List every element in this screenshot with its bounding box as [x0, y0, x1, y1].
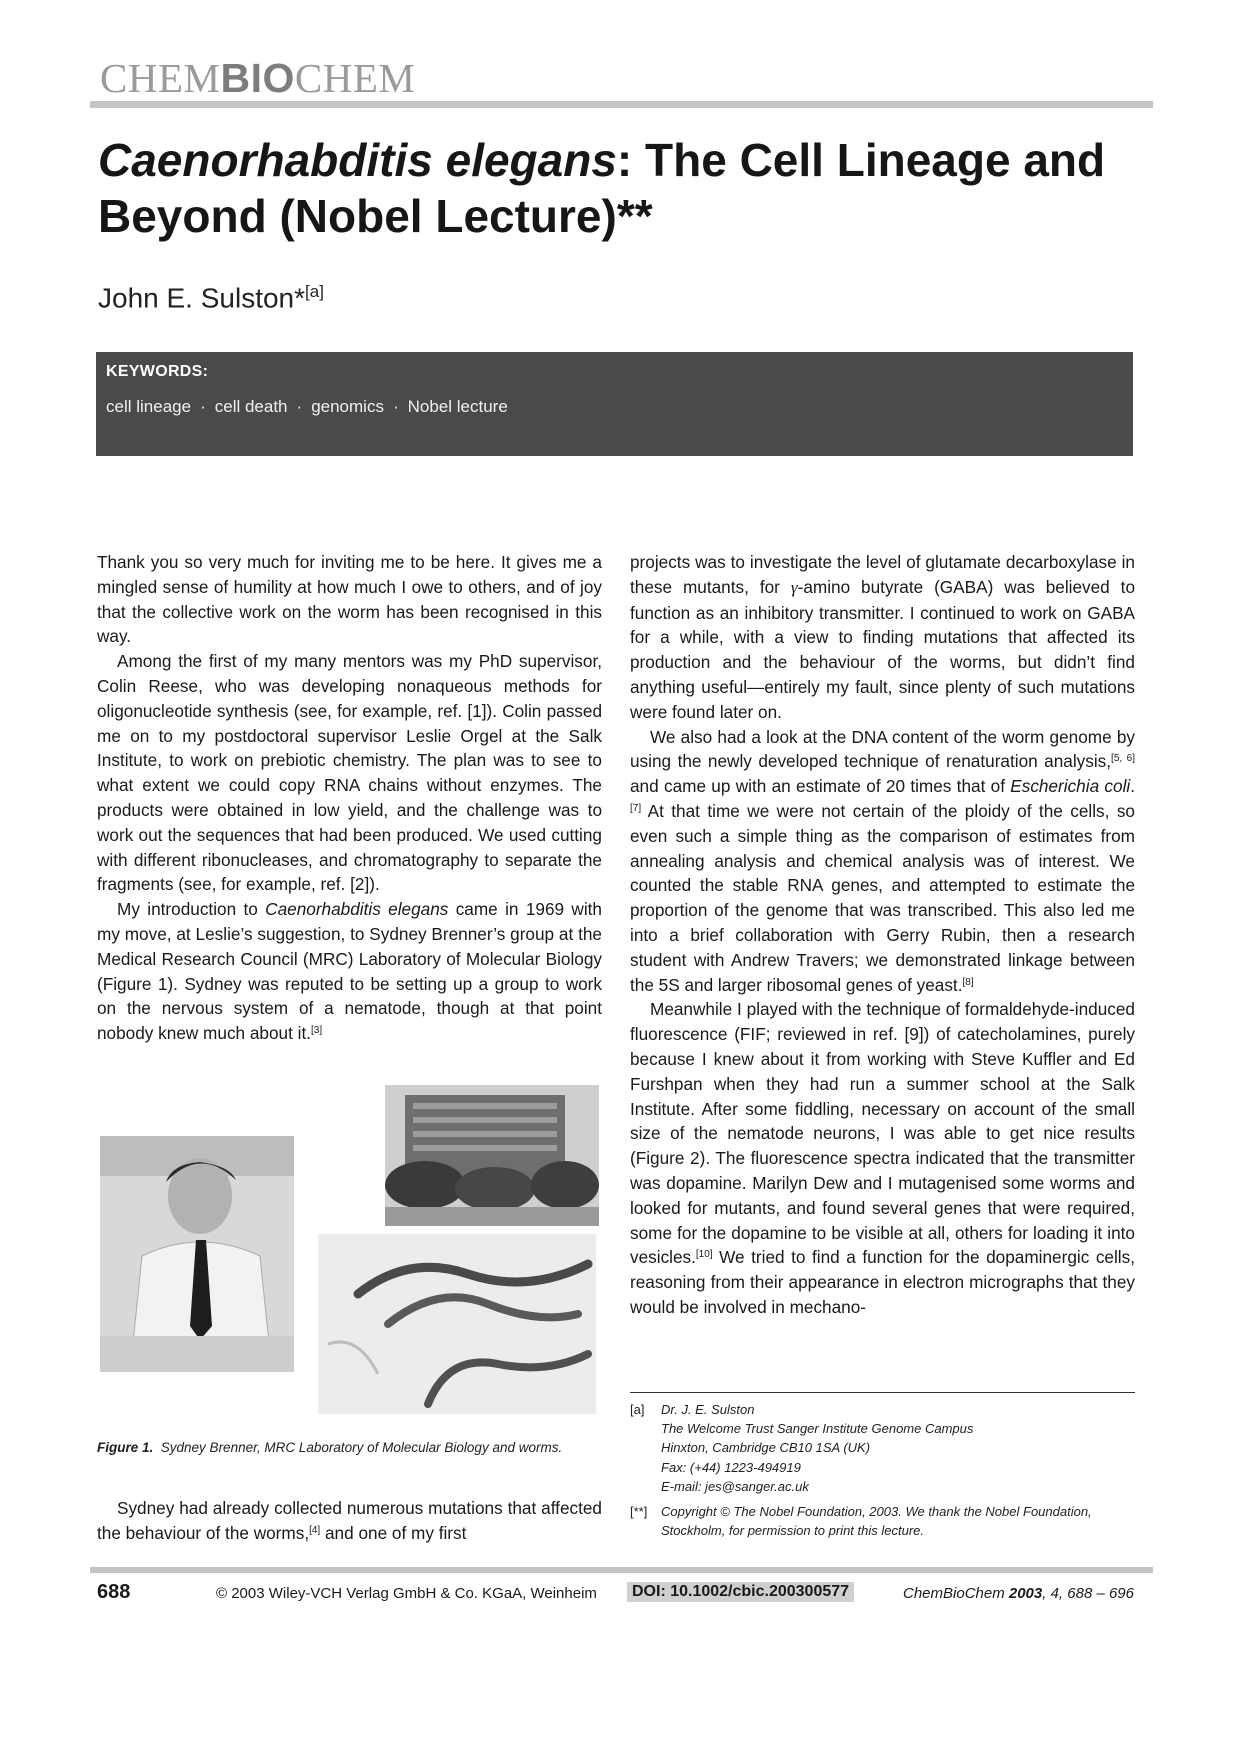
text-run: We also had a look at the DNA content of the worm genome by using the newly developed technique of renaturation analysis,: [630, 726, 1135, 772]
journal-citation: [903, 1585, 1134, 1602]
reference-mark: [8]: [962, 976, 974, 988]
footer-rule: [90, 1567, 1153, 1573]
footnote-mark: [**]: [630, 1504, 648, 1519]
building-photo: [385, 1085, 599, 1226]
text-run: , 4, 688 – 696: [1042, 1585, 1134, 1602]
footnote-text: Copyright © The Nobel Foundation, 2003. We thank the Nobel Foundation, Stockholm, for permission to print this lecture.: [661, 1504, 1092, 1539]
doi-link[interactable]: DOI: 10.1002/cbic.200300577: [627, 1582, 854, 1602]
paragraph: Thank you so very much for inviting me to be here. It gives me a mingled sense of humility at how much I owe to others, and of joy that the collective work on the worm has been recognised in this way.: [97, 552, 602, 647]
left-column-bottom: [97, 1496, 602, 1546]
left-column: [97, 550, 602, 1046]
header-rule: [90, 101, 1153, 108]
text-run: We tried to find a function for the dopaminergic cells, reasoning from their appearance in electron micrographs that they would be involved in mechano-: [630, 1247, 1135, 1317]
copyright-line: © 2003 Wiley-VCH Verlag GmbH & Co. KGaA, Weinheim: [216, 1585, 597, 1602]
article-title: [98, 132, 1138, 244]
species-name: Caenorhabditis elegans: [265, 899, 449, 920]
footnote-line: The Welcome Trust Sanger Institute Genome Campus: [661, 1421, 974, 1437]
keywords-heading: KEYWORDS:: [106, 363, 209, 380]
text-run: and one of my first: [320, 1522, 467, 1543]
text-run: projects was to investigate the level of glutamate decarboxylase in these mutants, for: [630, 552, 1135, 597]
keyword-separator: ·: [392, 397, 399, 416]
paragraph: [630, 997, 1135, 1319]
text-run: Meanwhile I played with the technique of formaldehyde-induced fluorescence (FIF; reviewed in ref. [9]) of catecholamines, purely because I knew about it from working with Steve Kuffler and Ed Furshpan when they had run a summer school at the Salk Institute. After some fiddling, necessary on account of the small size of the nematode neurons, I was able to get nice results (Figure 2). The fluorescence spectra indicated that the transmitter was dopamine. Marilyn Dew and I mutagenised some worms and looked for mutants, and found several genes that were required, some for the dopamine to be visible at all, others for loading it into vesicles.: [630, 999, 1135, 1268]
page-number: 688: [97, 1581, 131, 1603]
text-run: and came up with an estimate of 20 times that of: [630, 776, 1011, 797]
footnote-line: Dr. J. E. Sulston: [661, 1402, 755, 1417]
text-run: ChemBioChem: [903, 1585, 1009, 1602]
footnote-rule: [630, 1392, 1135, 1393]
paragraph: Among the first of my many mentors was my PhD supervisor, Colin Reese, who was developing nonaqueous methods for oligonucleotide synthesis (see, for example, ref. [1]). Colin passed me on to my postdoctoral supervisor Leslie Orgel at the Salk Institute, to work on prebiotic chemistry. The plan was to see to what extent we could copy RNA chains without enzymes. The products were obtained in low yield, and the challenge was to work out the sequences that had been produced. We used cutting with different ribonucleases, and chromatography to separate the fragments (see, for example, ref. [2]).: [97, 651, 602, 895]
text-run: came in 1969 with my move, at Leslie’s suggestion, to Sydney Brenner’s group at the Medical Research Council (MRC) Laboratory of Molecular Biology (Figure 1). Sydney was reputed to be setting up a group to work on the nervous system of a nematode, though at that point nobody knew much about it.: [97, 899, 602, 1044]
figure-caption: [97, 1440, 562, 1455]
paragraph: [630, 725, 1135, 998]
footnote-line: Fax: (+44) 1223-494919: [661, 1459, 801, 1475]
reference-mark: [10]: [695, 1249, 713, 1261]
paragraph: [97, 897, 602, 1046]
keyword: cell lineage: [106, 397, 192, 416]
text-run: -amino butyrate (GABA) was believed to function as an inhibitory transmitter. I continued to work on GABA for a while, with a view to finding mutations that affected its production and the behaviour of the worms, but didn’t find anything useful—entirely my fault, since plenty of such mutations were found later on.: [630, 576, 1136, 722]
keyword-separator: ·: [200, 397, 206, 416]
paragraph: [630, 550, 1135, 725]
keyword: cell death: [214, 397, 288, 416]
keyword-separator: ·: [296, 397, 303, 416]
text-run: My introduction to: [117, 899, 266, 920]
species-name: Escherichia coli: [1010, 776, 1131, 797]
journal-name-chem: CHEM: [100, 55, 221, 101]
right-column: [630, 550, 1135, 1320]
text-run: Sydney had already collected numerous mutations that affected the behaviour of the worms,: [97, 1498, 602, 1543]
keyword: genomics: [311, 397, 384, 416]
reference-mark: [7]: [630, 802, 642, 814]
keyword: Nobel lecture: [407, 397, 508, 416]
author-name: John E. Sulston*: [98, 282, 306, 314]
keywords-list: [106, 397, 508, 417]
paragraph: [97, 1496, 602, 1546]
citation-year: 2003: [1008, 1585, 1043, 1602]
figure-caption-text: Sydney Brenner, MRC Laboratory of Molecular Biology and worms.: [160, 1440, 563, 1455]
reference-mark: [4]: [309, 1524, 321, 1536]
keywords-box: [96, 352, 1133, 456]
figure-photo-worms: [318, 1234, 596, 1414]
title-species: Caenorhabditis elegans: [98, 134, 617, 186]
journal-name-bio: BIO: [220, 55, 295, 101]
figure-label: Figure 1.: [97, 1440, 154, 1455]
figure-photo-building: [385, 1085, 599, 1226]
worms-photo: [318, 1234, 596, 1414]
footnote-email[interactable]: E-mail: jes@sanger.ac.uk: [661, 1478, 809, 1494]
journal-name-chem-2: CHEM: [294, 55, 416, 101]
footnote-line: Hinxton, Cambridge CB10 1SA (UK): [661, 1440, 871, 1456]
gamma-symbol: γ: [790, 577, 798, 597]
reference-mark: [3]: [311, 1025, 323, 1037]
text-run: At that time we were not certain of the ploidy of the cells, so even such a simple thing as the comparison of estimates from annealing analysis and chemical analysis was of interest. We counted the stable RNA genes, and attempted to estimate the proportion of the genome that was transcribed. This also led me into a brief collaboration with Gerry Rubin, then a research student with Andrew Travers; we demonstrated linkage between the 5S and larger ribosomal genes of yeast.: [630, 800, 1135, 995]
figure-photo-brenner: [100, 1136, 294, 1372]
author-line: [98, 282, 324, 314]
journal-name: [100, 56, 415, 100]
title-rest: : The Cell Lineage and Beyond (Nobel Lecture)**: [98, 134, 1106, 242]
reference-mark: [5, 6]: [1111, 753, 1135, 765]
footnote-mark: [a]: [630, 1402, 645, 1417]
person-photo: [100, 1136, 294, 1372]
author-affiliation-mark: [a]: [305, 282, 324, 301]
text-run: .: [1130, 776, 1135, 797]
